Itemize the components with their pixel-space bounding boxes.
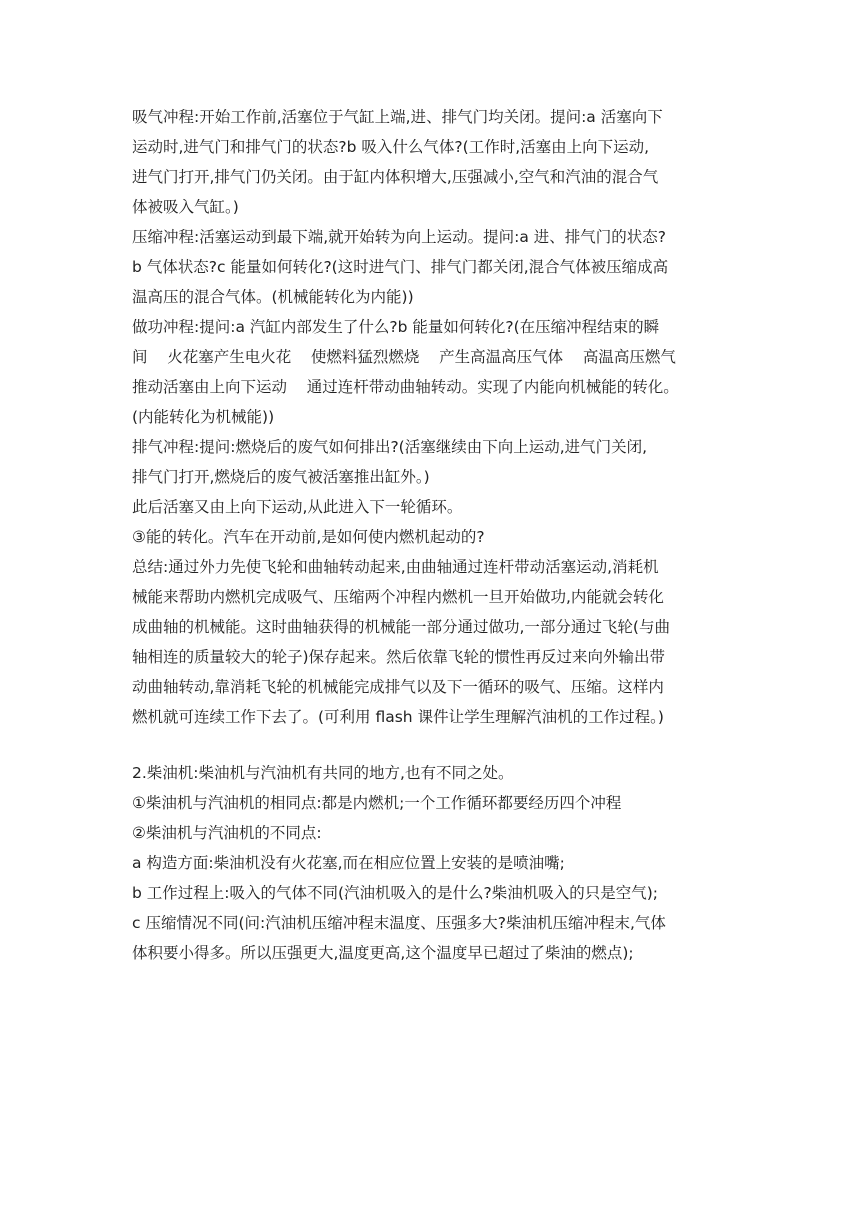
text-line: (内能转化为机械能)) [132, 408, 275, 426]
text-line: 温高压的混合气体。(机械能转化为内能)) [132, 288, 414, 306]
text-line: 动曲轴转动,靠消耗飞轮的机械能完成排气以及下一循环的吸气、压缩。这样内 [132, 678, 664, 696]
text-line: 燃机就可连续工作下去了。(可利用 flash 课件让学生理解汽油机的工作过程。) [132, 708, 664, 726]
text-line: ②柴油机与汽油机的不同点: [132, 824, 322, 842]
text-line: 运动时,进气门和排气门的状态?b 吸入什么气体?(工作时,活塞由上向下运动, [132, 138, 650, 156]
text-line: 压缩冲程:活塞运动到最下端,就开始转为向上运动。提问:a 进、排气门的状态? [132, 228, 667, 246]
text-line: 2.柴油机:柴油机与汽油机有共同的地方,也有不同之处。 [132, 764, 514, 782]
text-line: a 构造方面:柴油机没有火花塞,而在相应位置上安装的是喷油嘴; [132, 854, 565, 872]
text-line: 进气门打开,排气门仍关闭。由于缸内体积增大,压强减小,空气和汽油的混合气 [132, 168, 659, 186]
text-line: 此后活塞又由上向下运动,从此进入下一轮循环。 [132, 498, 463, 516]
text-line: 排气门打开,燃烧后的废气被活塞推出缸外。) [132, 468, 430, 486]
text-line: b 工作过程上:吸入的气体不同(汽油机吸入的是什么?柴油机吸入的只是空气); [132, 884, 659, 902]
text-line: 间 火花塞产生电火花 使燃料猛烈燃烧 产生高温高压气体 高温高压燃气 [132, 348, 676, 366]
text-line: ①柴油机与汽油机的相同点:都是内燃机;一个工作循环都要经历四个冲程 [132, 794, 622, 812]
text-line: ③能的转化。汽车在开动前,是如何使内燃机起动的? [132, 528, 485, 546]
text-line: 成曲轴的机械能。这时曲轴获得的机械能一部分通过做功,一部分通过飞轮(与曲 [132, 618, 670, 636]
text-line: 排气冲程:提问:燃烧后的废气如何排出?(活塞继续由下向上运动,进气门关闭, [132, 438, 648, 456]
text-line: b 气体状态?c 能量如何转化?(这时进气门、排气门都关闭,混合气体被压缩成高 [132, 258, 669, 276]
text-line: 轴相连的质量较大的轮子)保存起来。然后依靠飞轮的惯性再反过来向外输出带 [132, 648, 666, 666]
text-line: 吸气冲程:开始工作前,活塞位于气缸上端,进、排气门均关闭。提问:a 活塞向下 [132, 108, 663, 126]
text-line: 体积要小得多。所以压强更大,温度更高,这个温度早已超过了柴油的燃点); [132, 944, 634, 962]
document-page [132, 102, 732, 968]
text-line: 做功冲程:提问:a 汽缸内部发生了什么?b 能量如何转化?(在压缩冲程结束的瞬 [132, 318, 660, 336]
text-line: c 压缩情况不同(问:汽油机压缩冲程末温度、压强多大?柴油机压缩冲程末,气体 [132, 914, 666, 932]
text-line: 推动活塞由上向下运动 通过连杆带动曲轴转动。实现了内能向机械能的转化。 [132, 378, 679, 396]
text-line: 体被吸入气缸。) [132, 198, 239, 216]
paragraph-gap [132, 732, 732, 758]
text-line: 总结:通过外力先使飞轮和曲轴转动起来,由曲轴通过连杆带动活塞运动,消耗机 [132, 558, 659, 576]
text-line: 械能来帮助内燃机完成吸气、压缩两个冲程内燃机一旦开始做功,内能就会转化 [132, 588, 664, 606]
